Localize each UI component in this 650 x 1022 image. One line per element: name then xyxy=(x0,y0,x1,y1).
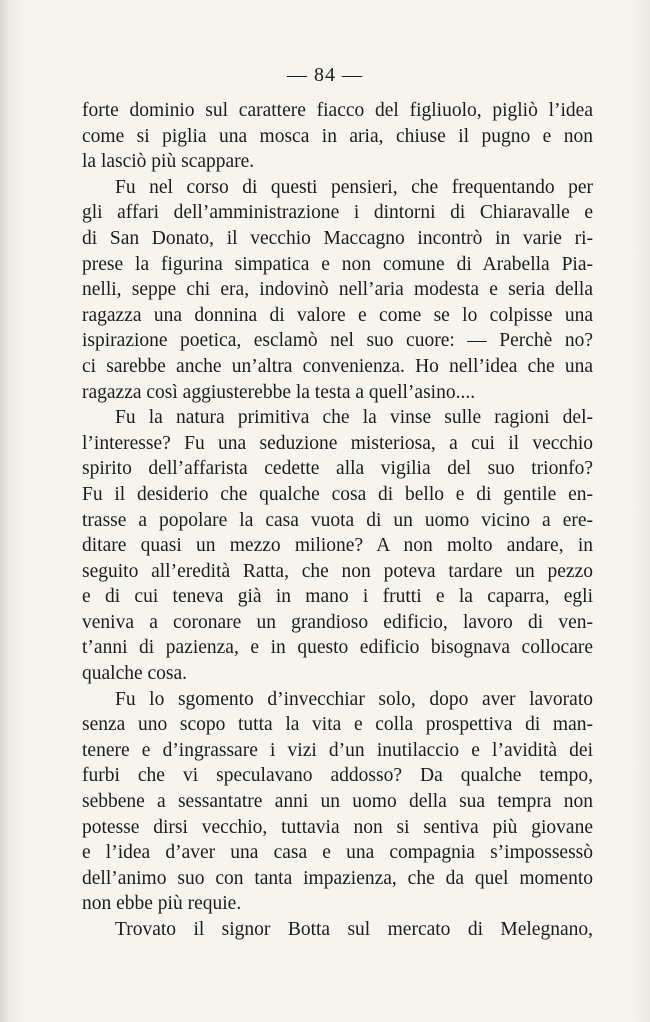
text-line: nelli, seppe chi era, indovinò nell’aria modesta e seria della xyxy=(82,279,593,301)
text-line: spirito dell’affarista cedette alla vigilia del suo trionfo? xyxy=(82,458,593,480)
body-text xyxy=(82,98,593,943)
page-number: — 84 — xyxy=(287,64,363,86)
text-line: Trovato il signor Botta sul mercato di Melegnano, xyxy=(115,919,593,940)
text-line: Fu lo sgomento d’invecchiar solo, dopo aver lavorato xyxy=(115,688,593,710)
text-line: la lasciò più scappare. xyxy=(82,151,255,173)
text-line: di San Donato, il vecchio Maccagno incontrò in varie ri- xyxy=(82,227,593,249)
text-line: dell’animo suo con tanta impazienza, che da quel momento xyxy=(82,867,593,889)
text-line: ragazza una donnina di valore e come se lo colpisse una xyxy=(82,304,593,326)
text-line: trasse a popolare la casa vuota di un uomo vicino a ere- xyxy=(82,509,593,531)
text-line: Fu nel corso di questi pensieri, che frequentando per xyxy=(115,176,593,198)
text-line: sebbene a sessantatre anni un uomo della sua tempra non xyxy=(82,791,593,813)
text-line: prese la figurina simpatica e non comune di Arabella Pia- xyxy=(82,253,593,275)
text-line: Fu la natura primitiva che la vinse sulle ragioni del- xyxy=(115,407,593,429)
text-line: tenere e d’ingrassare i vizi d’un inutilaccio e l’avidità dei xyxy=(82,739,593,761)
text-line: come si piglia una mosca in aria, chiuse il pugno e non xyxy=(82,125,593,147)
text-line: potesse dirsi vecchio, tuttavia non si sentiva più giovane xyxy=(82,816,593,838)
text-line: senza uno scopo tutta la vita e colla prospettiva di man- xyxy=(82,714,593,736)
text-line: t’anni di pazienza, e in questo edificio bisognava collocare xyxy=(82,637,593,659)
text-line: furbi che vi speculavano addosso? Da qualche tempo, xyxy=(82,765,593,787)
text-line: non ebbe più requie. xyxy=(82,893,242,915)
text-line: ci sarebbe anche un’altra convenienza. Ho nell’idea che una xyxy=(82,355,593,377)
text-line: qualche cosa. xyxy=(82,663,188,685)
text-line: forte dominio sul carattere fiacco del figliuolo, pigliò l’idea xyxy=(82,100,593,121)
text-line: ispirazione poetica, esclamò nel suo cuore: — Perchè no? xyxy=(82,330,593,352)
text-line: veniva a coronare un grandioso edificio, lavoro di ven- xyxy=(82,611,593,633)
text-line: e l’idea d’aver una casa e una compagnia s’impossessò xyxy=(82,842,593,864)
text-line: ragazza così aggiusterebbe la testa a quell’asino.... xyxy=(82,381,476,403)
text-line: l’interesse? Fu una seduzione misteriosa, a cui il vecchio xyxy=(82,432,593,454)
text-line: gli affari dell’amministrazione i dintorni di Chiaravalle e xyxy=(82,202,593,224)
text-line: Fu il desiderio che qualche cosa di bello e di gentile en- xyxy=(82,483,593,505)
text-line: e di cui teneva già in mano i frutti e la caparra, egli xyxy=(82,586,593,608)
text-line: seguito all’eredità Ratta, che non poteva tardare un pezzo xyxy=(82,560,593,582)
text-line: ditare quasi un mezzo milione? A non molto andare, in xyxy=(82,535,593,557)
